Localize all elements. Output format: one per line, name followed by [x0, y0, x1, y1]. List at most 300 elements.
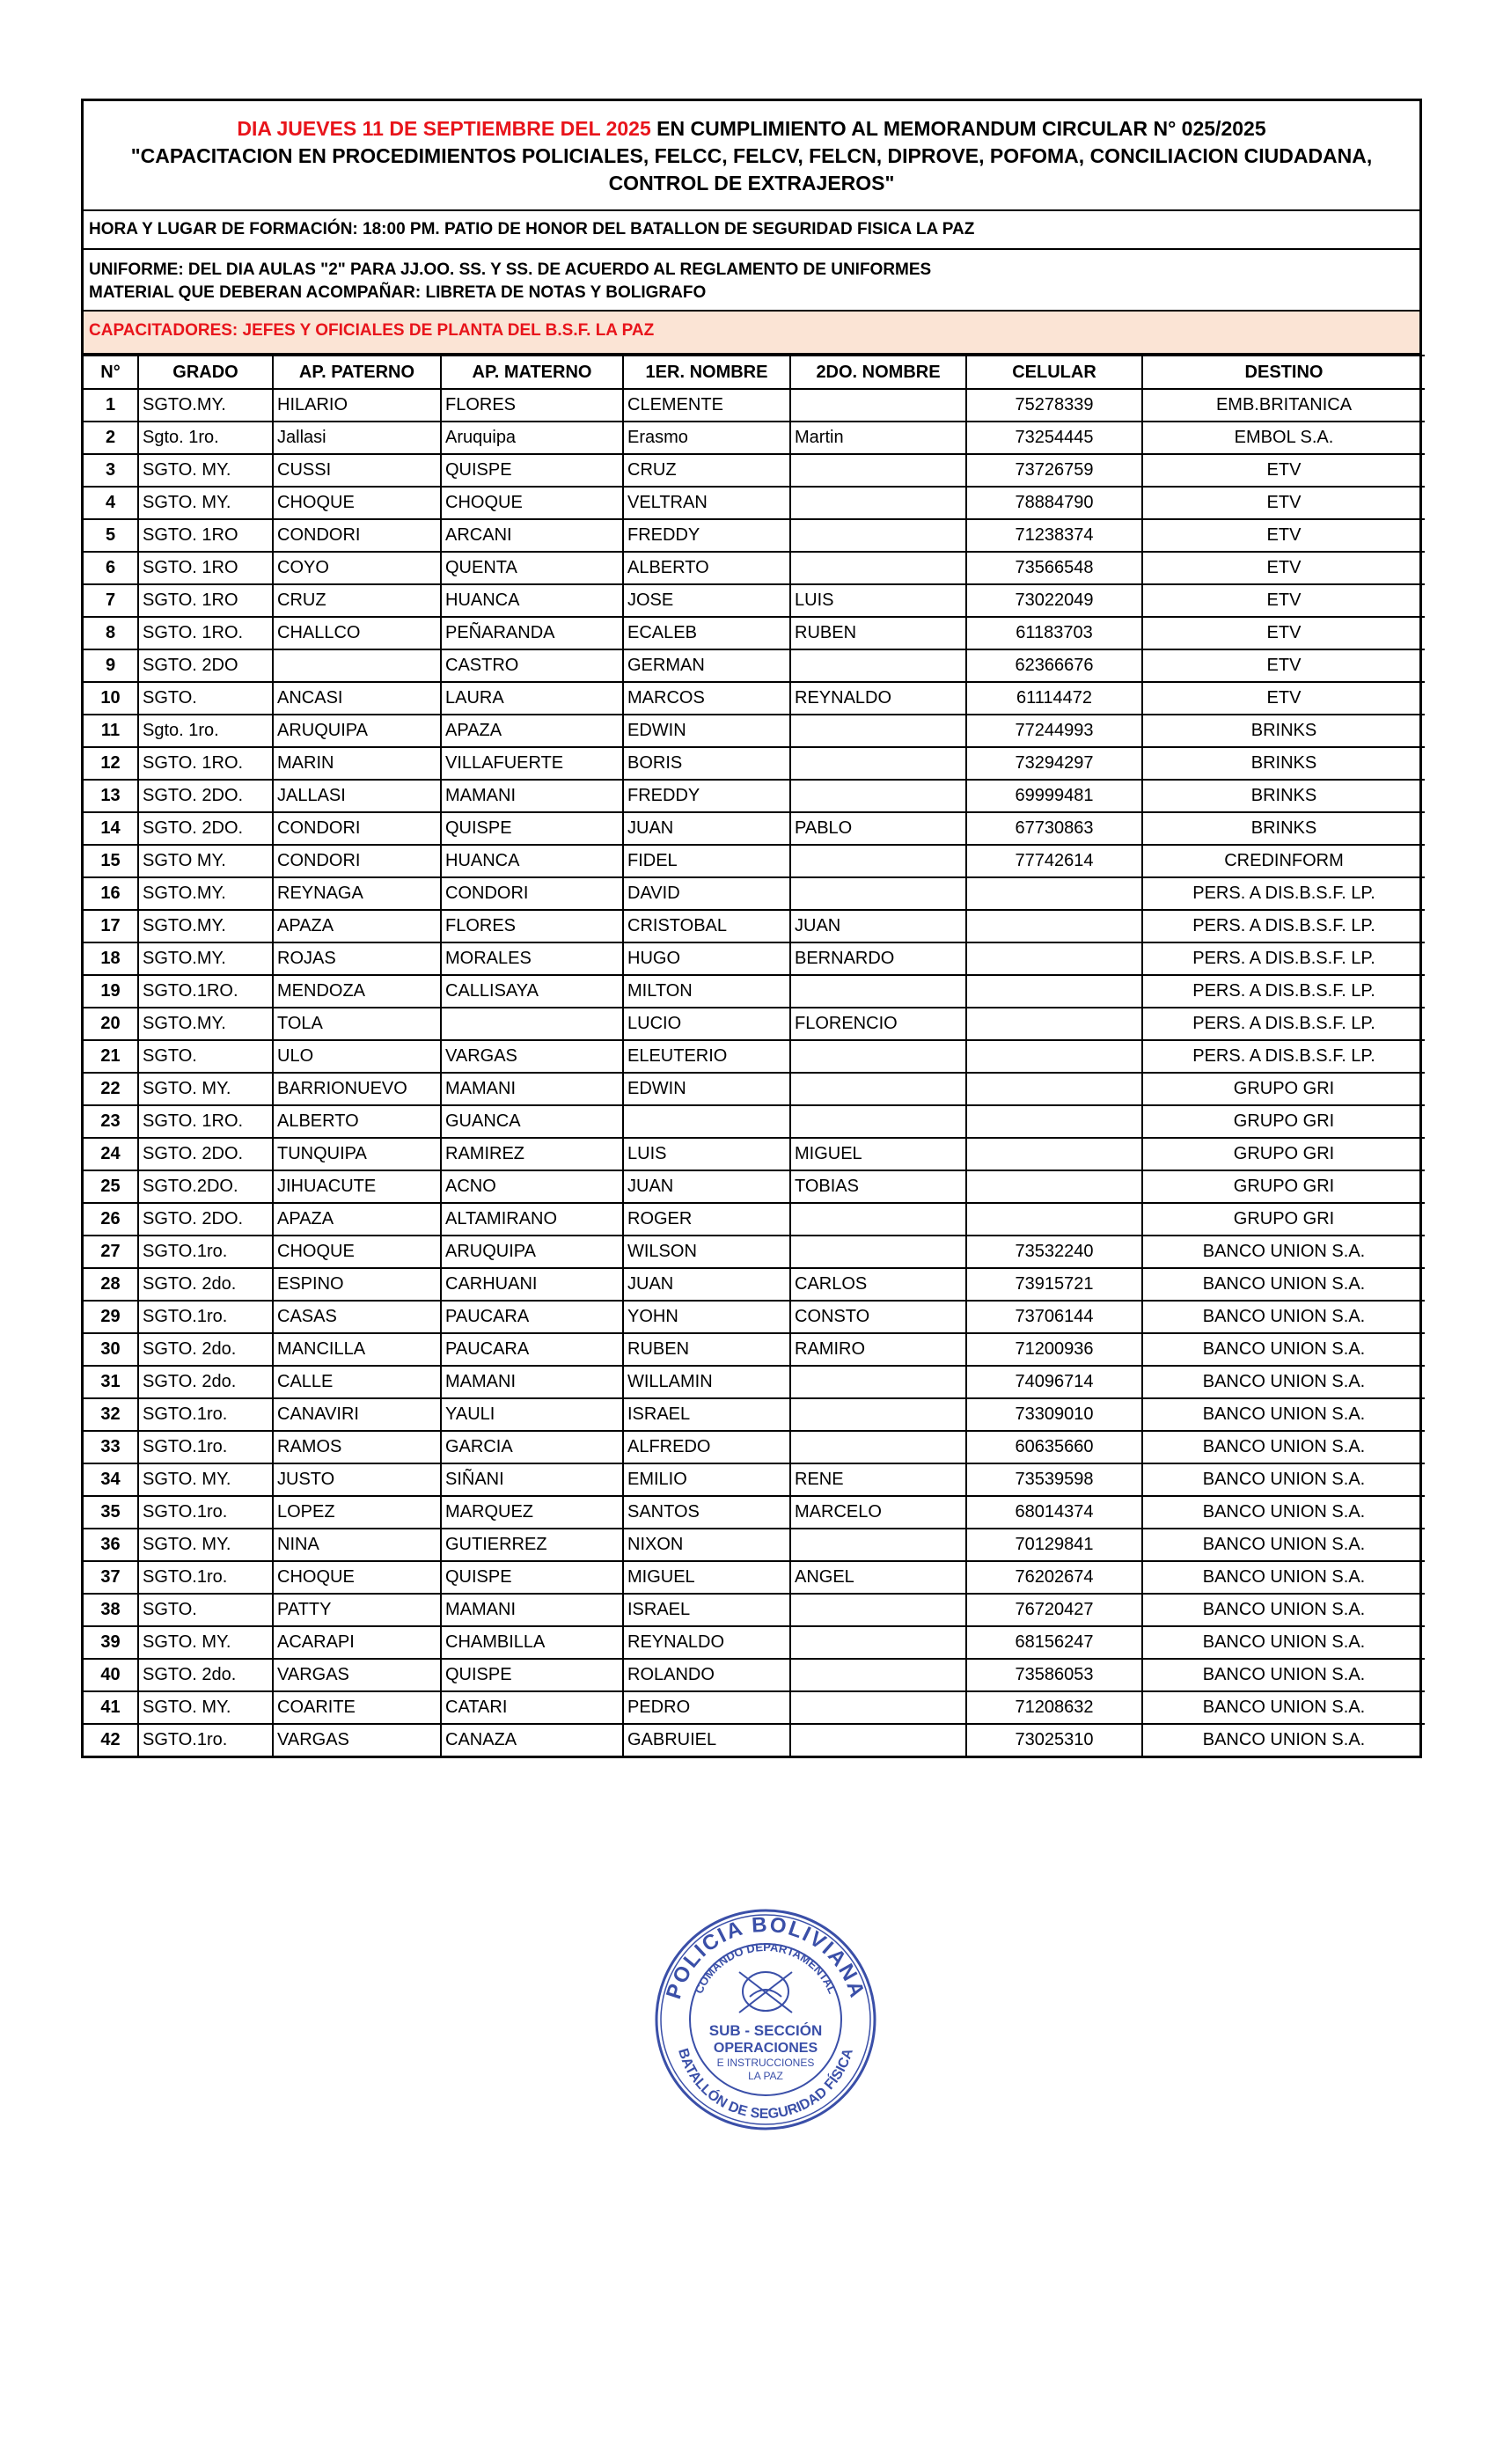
personnel-table — [84, 355, 1425, 1756]
cell-grado: Sgto. 1ro. — [138, 422, 273, 454]
cell-segundo-nombre — [790, 1594, 966, 1626]
cell-celular: 77742614 — [966, 845, 1142, 877]
table-row — [84, 1203, 1425, 1236]
cell-ap-materno: Aruquipa — [441, 422, 623, 454]
cell-destino: BANCO UNION S.A. — [1142, 1463, 1425, 1496]
cell-grado: SGTO. 1RO — [138, 584, 273, 617]
table-row — [84, 812, 1425, 845]
table-row — [84, 1626, 1425, 1659]
cell-grado: SGTO. MY. — [138, 1626, 273, 1659]
table-row — [84, 389, 1425, 422]
cell-destino: BANCO UNION S.A. — [1142, 1691, 1425, 1724]
cell-segundo-nombre: PABLO — [790, 812, 966, 845]
cell-grado: SGTO.2DO. — [138, 1170, 273, 1203]
cell-ap-materno: CANAZA — [441, 1724, 623, 1756]
cell-primer-nombre: YOHN — [623, 1301, 790, 1333]
cell-segundo-nombre — [790, 1236, 966, 1268]
cell-destino: ETV — [1142, 552, 1425, 584]
table-row — [84, 1073, 1425, 1105]
table-row — [84, 487, 1425, 519]
cell-grado: SGTO.1ro. — [138, 1431, 273, 1463]
cell-primer-nombre: BORIS — [623, 747, 790, 780]
cell-celular: 77244993 — [966, 715, 1142, 747]
seal-line-2: OPERACIONES — [713, 2041, 818, 2056]
cell-number: 21 — [84, 1040, 138, 1073]
table-row — [84, 1529, 1425, 1561]
cell-segundo-nombre — [790, 1724, 966, 1756]
cell-grado: SGTO. 1RO. — [138, 617, 273, 649]
cell-destino: BANCO UNION S.A. — [1142, 1724, 1425, 1756]
cell-segundo-nombre — [790, 877, 966, 910]
cell-primer-nombre: WILLAMIN — [623, 1366, 790, 1398]
cell-ap-materno: MARQUEZ — [441, 1496, 623, 1529]
cell-number: 9 — [84, 649, 138, 682]
cell-celular — [966, 1008, 1142, 1040]
cell-celular: 69999481 — [966, 780, 1142, 812]
cell-ap-paterno: Jallasi — [273, 422, 441, 454]
cell-number: 31 — [84, 1366, 138, 1398]
cell-primer-nombre: EDWIN — [623, 1073, 790, 1105]
cell-ap-paterno: ULO — [273, 1040, 441, 1073]
cell-ap-materno: RAMIREZ — [441, 1138, 623, 1170]
cell-primer-nombre: VELTRAN — [623, 487, 790, 519]
cell-segundo-nombre: RENE — [790, 1463, 966, 1496]
cell-number: 22 — [84, 1073, 138, 1105]
table-row — [84, 584, 1425, 617]
cell-ap-materno: VILLAFUERTE — [441, 747, 623, 780]
cell-destino: BANCO UNION S.A. — [1142, 1626, 1425, 1659]
table-row — [84, 617, 1425, 649]
cell-segundo-nombre — [790, 845, 966, 877]
cell-destino: BANCO UNION S.A. — [1142, 1561, 1425, 1594]
cell-destino: ETV — [1142, 487, 1425, 519]
course-title: "CAPACITACION EN PROCEDIMIENTOS POLICIALES, FELCC, FELCV, FELCN, DIPROVE, POFOMA, CONCILIACION CIUDADANA, CONTROL DE EXTRAJEROS" — [130, 144, 1373, 194]
cell-ap-materno: CONDORI — [441, 877, 623, 910]
cell-grado: SGTO.1ro. — [138, 1398, 273, 1431]
cell-ap-paterno: CONDORI — [273, 519, 441, 552]
cell-celular: 71238374 — [966, 519, 1142, 552]
cell-primer-nombre: REYNALDO — [623, 1626, 790, 1659]
column-header: 1ER. NOMBRE — [623, 356, 790, 389]
cell-primer-nombre: RUBEN — [623, 1333, 790, 1366]
cell-ap-materno: MAMANI — [441, 1366, 623, 1398]
cell-ap-paterno: ANCASI — [273, 682, 441, 715]
cell-destino: BANCO UNION S.A. — [1142, 1333, 1425, 1366]
cell-grado: SGTO. 1RO — [138, 552, 273, 584]
column-header: AP. PATERNO — [273, 356, 441, 389]
cell-destino: ETV — [1142, 584, 1425, 617]
cell-ap-materno: YAULI — [441, 1398, 623, 1431]
table-row — [84, 715, 1425, 747]
table-row — [84, 1268, 1425, 1301]
cell-destino: BANCO UNION S.A. — [1142, 1268, 1425, 1301]
cell-destino: BANCO UNION S.A. — [1142, 1594, 1425, 1626]
cell-segundo-nombre — [790, 1431, 966, 1463]
table-row — [84, 454, 1425, 487]
cell-ap-materno: QUISPE — [441, 812, 623, 845]
cell-number: 1 — [84, 389, 138, 422]
cell-grado: SGTO.MY. — [138, 1008, 273, 1040]
cell-celular: 71208632 — [966, 1691, 1142, 1724]
cell-destino: BRINKS — [1142, 747, 1425, 780]
cell-ap-materno: CALLISAYA — [441, 975, 623, 1008]
cell-primer-nombre: ALFREDO — [623, 1431, 790, 1463]
cell-ap-paterno: REYNAGA — [273, 877, 441, 910]
cell-segundo-nombre — [790, 975, 966, 1008]
table-row — [84, 845, 1425, 877]
cell-ap-paterno: LOPEZ — [273, 1496, 441, 1529]
cell-primer-nombre: GERMAN — [623, 649, 790, 682]
cell-ap-materno: GARCIA — [441, 1431, 623, 1463]
cell-number: 42 — [84, 1724, 138, 1756]
cell-primer-nombre: ECALEB — [623, 617, 790, 649]
cell-primer-nombre: ISRAEL — [623, 1594, 790, 1626]
cell-number: 17 — [84, 910, 138, 942]
seal-outer-top: POLICIA BOLIVIANA — [662, 1912, 869, 2002]
column-header: CELULAR — [966, 356, 1142, 389]
table-row — [84, 552, 1425, 584]
cell-ap-materno: FLORES — [441, 389, 623, 422]
cell-ap-paterno: VARGAS — [273, 1659, 441, 1691]
cell-grado: SGTO MY. — [138, 845, 273, 877]
cell-destino: BANCO UNION S.A. — [1142, 1398, 1425, 1431]
table-row — [84, 910, 1425, 942]
cell-celular — [966, 1203, 1142, 1236]
cell-grado: SGTO. 2do. — [138, 1659, 273, 1691]
cell-primer-nombre: FIDEL — [623, 845, 790, 877]
cell-number: 26 — [84, 1203, 138, 1236]
cell-primer-nombre: ISRAEL — [623, 1398, 790, 1431]
cell-ap-materno: CHOQUE — [441, 487, 623, 519]
cell-grado: SGTO. 2DO. — [138, 812, 273, 845]
table-row — [84, 1138, 1425, 1170]
cell-number: 18 — [84, 942, 138, 975]
cell-primer-nombre: LUIS — [623, 1138, 790, 1170]
table-row — [84, 780, 1425, 812]
cell-ap-paterno: APAZA — [273, 910, 441, 942]
cell-celular: 74096714 — [966, 1366, 1142, 1398]
cell-primer-nombre: CRUZ — [623, 454, 790, 487]
table-header-row — [84, 356, 1425, 389]
cell-grado: SGTO. 1RO. — [138, 747, 273, 780]
cell-destino: ETV — [1142, 649, 1425, 682]
cell-primer-nombre: JUAN — [623, 1268, 790, 1301]
cell-segundo-nombre: FLORENCIO — [790, 1008, 966, 1040]
document-sheet — [81, 99, 1422, 1758]
cell-number: 20 — [84, 1008, 138, 1040]
cell-ap-materno: PAUCARA — [441, 1301, 623, 1333]
cell-ap-paterno: MARIN — [273, 747, 441, 780]
cell-grado: SGTO. 2DO. — [138, 1203, 273, 1236]
cell-grado: SGTO. MY. — [138, 1691, 273, 1724]
cell-grado: SGTO. — [138, 1040, 273, 1073]
cell-primer-nombre: ROLANDO — [623, 1659, 790, 1691]
cell-destino: BRINKS — [1142, 715, 1425, 747]
cell-segundo-nombre — [790, 1626, 966, 1659]
cell-number: 33 — [84, 1431, 138, 1463]
cell-ap-paterno: NINA — [273, 1529, 441, 1561]
cell-destino: ETV — [1142, 682, 1425, 715]
column-header: 2DO. NOMBRE — [790, 356, 966, 389]
cell-ap-materno: CARHUANI — [441, 1268, 623, 1301]
cell-ap-materno — [441, 1008, 623, 1040]
cell-number: 27 — [84, 1236, 138, 1268]
cell-primer-nombre: ROGER — [623, 1203, 790, 1236]
police-seal-stamp — [651, 1905, 880, 2134]
table-row — [84, 1398, 1425, 1431]
trainers-banner: CAPACITADORES: JEFES Y OFICIALES DE PLANTA DEL B.S.F. LA PAZ — [84, 312, 1419, 355]
table-row — [84, 1431, 1425, 1463]
cell-celular: 73025310 — [966, 1724, 1142, 1756]
cell-grado: SGTO. 2DO. — [138, 780, 273, 812]
cell-grado: SGTO.MY. — [138, 942, 273, 975]
cell-grado: SGTO. MY. — [138, 1073, 273, 1105]
cell-ap-materno: QUISPE — [441, 1659, 623, 1691]
table-row — [84, 422, 1425, 454]
cell-segundo-nombre — [790, 454, 966, 487]
cell-number: 19 — [84, 975, 138, 1008]
table-row — [84, 1691, 1425, 1724]
cell-grado: SGTO. MY. — [138, 1463, 273, 1496]
cell-primer-nombre: WILSON — [623, 1236, 790, 1268]
cell-segundo-nombre — [790, 780, 966, 812]
table-row — [84, 1366, 1425, 1398]
cell-ap-materno: HUANCA — [441, 845, 623, 877]
seal-line-4: LA PAZ — [748, 2070, 783, 2082]
cell-destino: PERS. A DIS.B.S.F. LP. — [1142, 877, 1425, 910]
cell-segundo-nombre — [790, 1203, 966, 1236]
cell-grado: SGTO.1ro. — [138, 1561, 273, 1594]
table-row — [84, 1724, 1425, 1756]
cell-ap-materno: APAZA — [441, 715, 623, 747]
cell-destino: BANCO UNION S.A. — [1142, 1659, 1425, 1691]
cell-grado: SGTO.1ro. — [138, 1236, 273, 1268]
column-header: N° — [84, 356, 138, 389]
cell-number: 2 — [84, 422, 138, 454]
cell-segundo-nombre — [790, 747, 966, 780]
cell-ap-paterno: CHOQUE — [273, 1561, 441, 1594]
table-body — [84, 389, 1425, 1756]
cell-celular: 78884790 — [966, 487, 1142, 519]
cell-ap-paterno: ARUQUIPA — [273, 715, 441, 747]
cell-ap-paterno: COYO — [273, 552, 441, 584]
cell-ap-paterno: ROJAS — [273, 942, 441, 975]
column-header: GRADO — [138, 356, 273, 389]
cell-destino: EMBOL S.A. — [1142, 422, 1425, 454]
cell-destino: BANCO UNION S.A. — [1142, 1529, 1425, 1561]
cell-celular: 73726759 — [966, 454, 1142, 487]
cell-segundo-nombre — [790, 552, 966, 584]
cell-ap-materno: PAUCARA — [441, 1333, 623, 1366]
cell-ap-paterno: TOLA — [273, 1008, 441, 1040]
cell-segundo-nombre — [790, 1105, 966, 1138]
cell-destino: BANCO UNION S.A. — [1142, 1431, 1425, 1463]
cell-ap-paterno: APAZA — [273, 1203, 441, 1236]
cell-grado: SGTO.1RO. — [138, 975, 273, 1008]
cell-segundo-nombre — [790, 715, 966, 747]
cell-ap-materno: MAMANI — [441, 780, 623, 812]
cell-number: 14 — [84, 812, 138, 845]
table-row — [84, 682, 1425, 715]
cell-primer-nombre: MILTON — [623, 975, 790, 1008]
cell-ap-paterno: CHOQUE — [273, 487, 441, 519]
cell-destino: PERS. A DIS.B.S.F. LP. — [1142, 1008, 1425, 1040]
cell-number: 28 — [84, 1268, 138, 1301]
cell-destino: GRUPO GRI — [1142, 1105, 1425, 1138]
cell-ap-materno: MORALES — [441, 942, 623, 975]
cell-number: 4 — [84, 487, 138, 519]
cell-ap-paterno: ESPINO — [273, 1268, 441, 1301]
cell-celular — [966, 942, 1142, 975]
cell-grado: SGTO. 2do. — [138, 1268, 273, 1301]
cell-primer-nombre: GABRUIEL — [623, 1724, 790, 1756]
cell-celular — [966, 975, 1142, 1008]
cell-celular: 73309010 — [966, 1398, 1142, 1431]
cell-segundo-nombre: LUIS — [790, 584, 966, 617]
cell-segundo-nombre — [790, 1366, 966, 1398]
cell-primer-nombre: Erasmo — [623, 422, 790, 454]
cell-ap-materno: LAURA — [441, 682, 623, 715]
cell-celular: 75278339 — [966, 389, 1142, 422]
table-row — [84, 1008, 1425, 1040]
event-date: DIA JUEVES 11 DE SEPTIEMBRE DEL 2025 — [237, 117, 651, 140]
cell-celular — [966, 1073, 1142, 1105]
cell-celular: 73532240 — [966, 1236, 1142, 1268]
cell-ap-materno: QUISPE — [441, 454, 623, 487]
cell-celular: 73022049 — [966, 584, 1142, 617]
cell-celular: 76720427 — [966, 1594, 1142, 1626]
cell-primer-nombre: HUGO — [623, 942, 790, 975]
cell-ap-paterno: TUNQUIPA — [273, 1138, 441, 1170]
table-row — [84, 649, 1425, 682]
cell-grado: SGTO. 1RO. — [138, 1105, 273, 1138]
cell-grado: SGTO. 2DO — [138, 649, 273, 682]
cell-celular: 73586053 — [966, 1659, 1142, 1691]
cell-primer-nombre: ALBERTO — [623, 552, 790, 584]
cell-ap-materno: SIÑANI — [441, 1463, 623, 1496]
cell-primer-nombre: JUAN — [623, 1170, 790, 1203]
cell-ap-materno: HUANCA — [441, 584, 623, 617]
cell-destino: BRINKS — [1142, 812, 1425, 845]
cell-ap-materno: CATARI — [441, 1691, 623, 1724]
cell-segundo-nombre: MARCELO — [790, 1496, 966, 1529]
cell-ap-paterno: BARRIONUEVO — [273, 1073, 441, 1105]
cell-primer-nombre: PEDRO — [623, 1691, 790, 1724]
cell-grado: SGTO. MY. — [138, 487, 273, 519]
cell-celular: 73539598 — [966, 1463, 1142, 1496]
table-row — [84, 877, 1425, 910]
cell-ap-materno: PEÑARANDA — [441, 617, 623, 649]
cell-grado: SGTO. 1RO — [138, 519, 273, 552]
table-row — [84, 1594, 1425, 1626]
cell-primer-nombre: MARCOS — [623, 682, 790, 715]
cell-destino: PERS. A DIS.B.S.F. LP. — [1142, 942, 1425, 975]
cell-celular: 73706144 — [966, 1301, 1142, 1333]
cell-segundo-nombre — [790, 519, 966, 552]
cell-ap-materno: GUANCA — [441, 1105, 623, 1138]
cell-ap-paterno: HILARIO — [273, 389, 441, 422]
cell-destino: PERS. A DIS.B.S.F. LP. — [1142, 1040, 1425, 1073]
column-header: AP. MATERNO — [441, 356, 623, 389]
cell-ap-paterno: PATTY — [273, 1594, 441, 1626]
cell-ap-paterno: MENDOZA — [273, 975, 441, 1008]
cell-celular — [966, 910, 1142, 942]
cell-segundo-nombre: ANGEL — [790, 1561, 966, 1594]
column-header: DESTINO — [1142, 356, 1425, 389]
cell-primer-nombre: SANTOS — [623, 1496, 790, 1529]
cell-number: 10 — [84, 682, 138, 715]
cell-grado: SGTO. 2do. — [138, 1366, 273, 1398]
cell-ap-materno: ACNO — [441, 1170, 623, 1203]
cell-grado: SGTO.MY. — [138, 389, 273, 422]
cell-number: 13 — [84, 780, 138, 812]
cell-segundo-nombre: CONSTO — [790, 1301, 966, 1333]
cell-ap-paterno: JUSTO — [273, 1463, 441, 1496]
cell-grado: SGTO. MY. — [138, 1529, 273, 1561]
cell-number: 39 — [84, 1626, 138, 1659]
cell-ap-materno: CHAMBILLA — [441, 1626, 623, 1659]
cell-number: 34 — [84, 1463, 138, 1496]
table-row — [84, 975, 1425, 1008]
cell-celular: 73915721 — [966, 1268, 1142, 1301]
cell-number: 25 — [84, 1170, 138, 1203]
cell-segundo-nombre — [790, 649, 966, 682]
cell-primer-nombre: NIXON — [623, 1529, 790, 1561]
cell-primer-nombre — [623, 1105, 790, 1138]
table-row — [84, 1105, 1425, 1138]
cell-grado: SGTO. — [138, 682, 273, 715]
table-row — [84, 942, 1425, 975]
cell-number: 8 — [84, 617, 138, 649]
table-row — [84, 1301, 1425, 1333]
cell-grado: SGTO.1ro. — [138, 1724, 273, 1756]
cell-ap-paterno: CRUZ — [273, 584, 441, 617]
cell-ap-materno: VARGAS — [441, 1040, 623, 1073]
table-row — [84, 1236, 1425, 1268]
table-row — [84, 1040, 1425, 1073]
cell-ap-paterno: CALLE — [273, 1366, 441, 1398]
table-row — [84, 1659, 1425, 1691]
cell-celular — [966, 877, 1142, 910]
cell-primer-nombre: MIGUEL — [623, 1561, 790, 1594]
table-row — [84, 1333, 1425, 1366]
cell-ap-paterno: CUSSI — [273, 454, 441, 487]
cell-segundo-nombre — [790, 487, 966, 519]
seal-inner-top: COMANDO DEPARTAMENTAL — [692, 1940, 840, 1996]
cell-grado: SGTO.1ro. — [138, 1496, 273, 1529]
cell-primer-nombre: EMILIO — [623, 1463, 790, 1496]
cell-destino: BANCO UNION S.A. — [1142, 1496, 1425, 1529]
cell-ap-paterno: RAMOS — [273, 1431, 441, 1463]
cell-segundo-nombre — [790, 1691, 966, 1724]
cell-segundo-nombre: TOBIAS — [790, 1170, 966, 1203]
seal-line-3: E INSTRUCCIONES — [716, 2057, 815, 2069]
cell-grado: SGTO. 2do. — [138, 1333, 273, 1366]
cell-ap-materno: ARUQUIPA — [441, 1236, 623, 1268]
cell-ap-materno: GUTIERREZ — [441, 1529, 623, 1561]
cell-number: 6 — [84, 552, 138, 584]
cell-grado: SGTO. 2DO. — [138, 1138, 273, 1170]
cell-segundo-nombre — [790, 389, 966, 422]
cell-segundo-nombre: RUBEN — [790, 617, 966, 649]
seal-line-1: SUB - SECCIÓN — [708, 2022, 823, 2039]
cell-celular: 62366676 — [966, 649, 1142, 682]
cell-ap-materno: CASTRO — [441, 649, 623, 682]
cell-celular: 61114472 — [966, 682, 1142, 715]
cell-ap-paterno: MANCILLA — [273, 1333, 441, 1366]
cell-primer-nombre: CRISTOBAL — [623, 910, 790, 942]
cell-grado: SGTO.1ro. — [138, 1301, 273, 1333]
